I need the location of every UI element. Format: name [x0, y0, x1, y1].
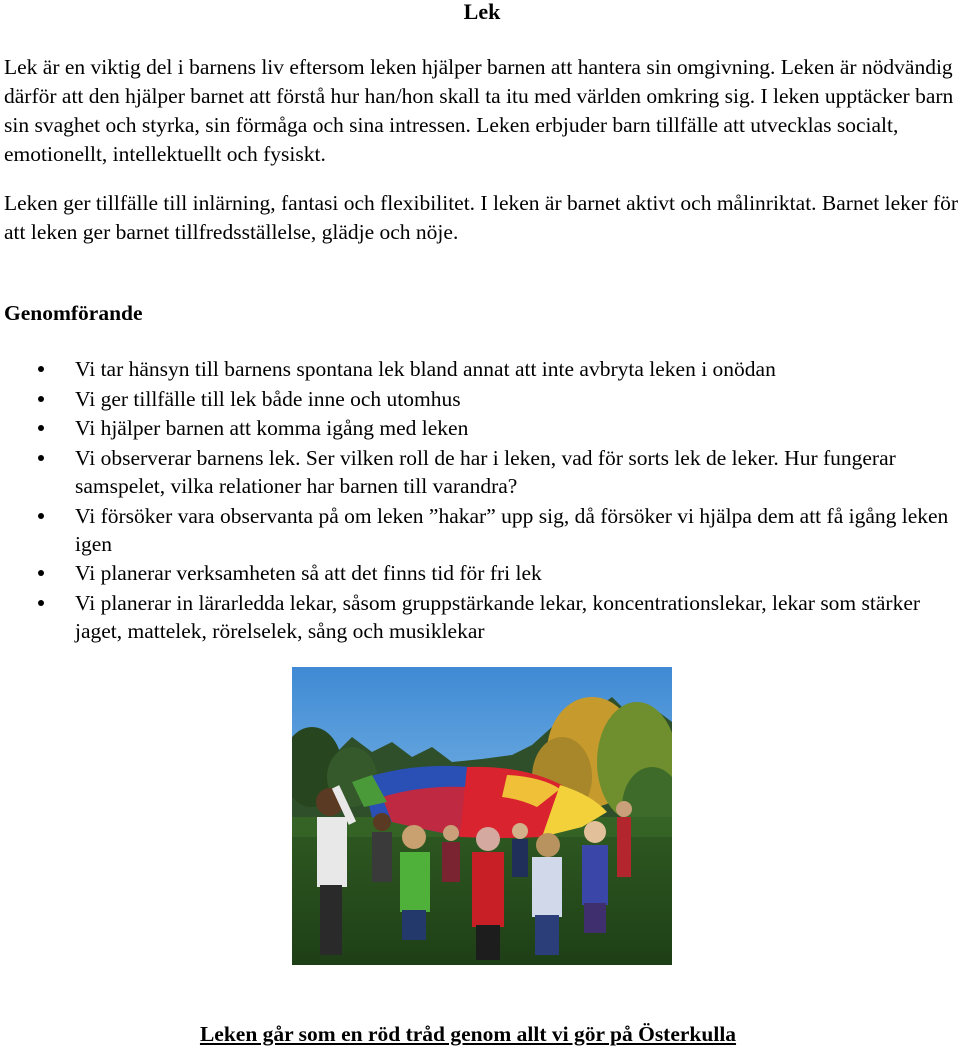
bullet-list [0, 355, 960, 647]
list-item-text: Vi försöker vara observanta på om leken ”hakar” upp sig, då försöker vi hjälpa dem att få igång leken igen [75, 503, 949, 556]
bullet-icon [38, 570, 44, 576]
list-item [0, 385, 960, 413]
bullet-icon [38, 366, 44, 372]
list-item [0, 502, 960, 558]
list-item [0, 355, 960, 383]
second-paragraph: Leken ger tillfälle till inlärning, fantasi och flexibilitet. I leken är barnet aktivt och målinriktat. Barnet leker för att leken ger barnet tillfredsställelse, glädje och nöje. [4, 191, 959, 244]
list-item [0, 414, 960, 442]
list-item-text: Vi planerar in lärarledda lekar, såsom gruppstärkande lekar, koncentrationslekar, lekar som stärker jaget, mattelek, rörelselek, sång och musiklekar [75, 591, 921, 644]
list-item-text: Vi tar hänsyn till barnens spontana lek bland annat att inte avbryta leken i onödan [75, 357, 776, 381]
intro-paragraph: Lek är en viktig del i barnens liv eftersom leken hjälper barnen att hantera sin omgivning. Leken är nödvändig därför att den hjälper barnet att förstå hur han/hon skall ta itu med världen omkring sig. I leken upptäcker barn sin svaghet och styrka, sin förmåga och sina intressen. Leken erbjuder barn tillfälle att utvecklas socialt, emotionellt, intellektuellt och fysiskt. [4, 55, 954, 166]
list-item [0, 559, 960, 587]
bullet-icon [38, 425, 44, 431]
bullet-icon [38, 600, 44, 606]
list-item [0, 589, 960, 645]
list-item-text: Vi hjälper barnen att komma igång med leken [75, 416, 469, 441]
bullet-icon [38, 513, 44, 519]
footer-motto: Leken går som en röd tråd genom allt vi gör på Österkulla [199, 1022, 737, 1046]
list-item-text: Vi observerar barnens lek. Ser vilken roll de har i leken, vad för sorts lek de leker. Hur fungerar samspelet, vilka relationer har barnen till varandra? [75, 446, 896, 499]
section-heading: Genomförande [4, 301, 143, 325]
list-item-text: Vi ger tillfälle till lek både inne och utomhus [75, 386, 461, 411]
list-item [0, 444, 960, 500]
photo-illustration [292, 667, 672, 965]
bullet-icon [38, 455, 44, 461]
bullet-icon [38, 396, 44, 402]
parachute-play-photo [292, 667, 672, 965]
document-title: Lek [463, 0, 501, 24]
list-item-text: Vi planerar verksamheten så att det finns tid för fri lek [75, 561, 542, 586]
